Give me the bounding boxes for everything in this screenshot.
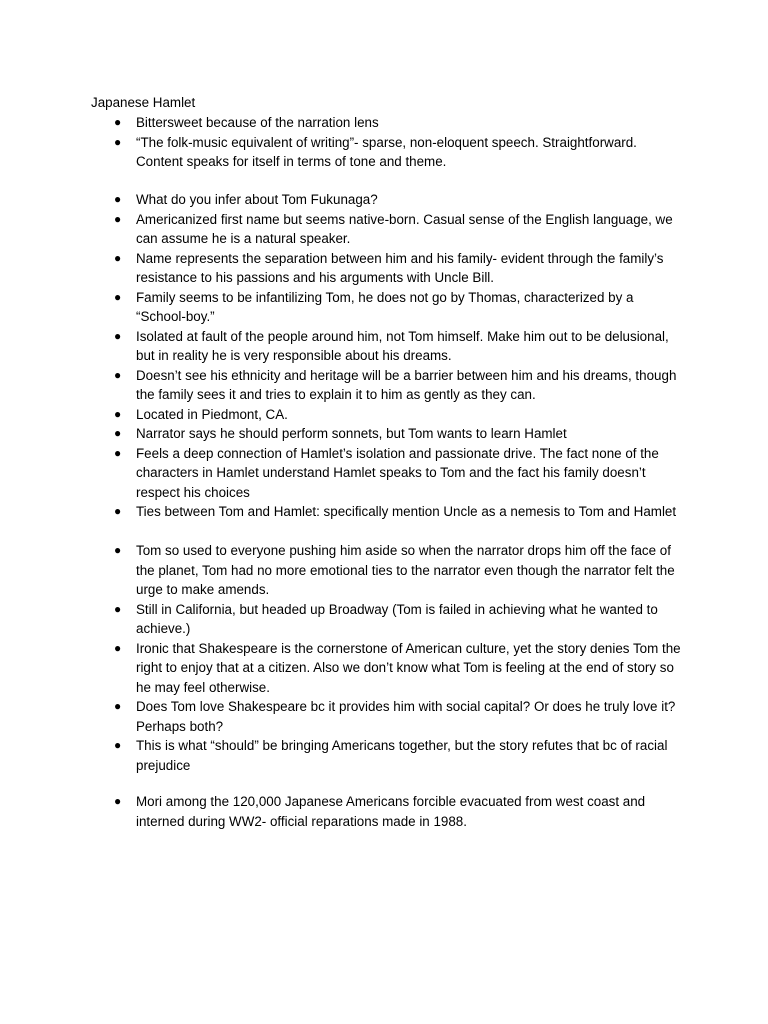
list-item-text: Located in Piedmont, CA. <box>136 406 288 422</box>
bullet-icon: ● <box>114 543 122 557</box>
bullet-icon: ● <box>114 250 122 265</box>
list-item-text: Name represents the separation between him and his family- evident through the family’s resistance to his passions and his arguments with Uncle Bill. <box>136 250 664 285</box>
bullet-icon: ● <box>114 134 122 149</box>
list-item-text: Ironic that Shakespeare is the cornerstone of American culture, yet the story denies Tom the right to enjoy that at a citizen. Also we don’t know what Tom is feeling at the end of story so he may feel otherwise. <box>136 640 681 695</box>
bullet-icon: ● <box>114 328 122 343</box>
bullet-icon: ● <box>114 289 122 304</box>
list-item-text: Mori among the 120,000 Japanese Americans forcible evacuated from west coast and interned during WW2- official reparations made in 1988. <box>136 794 646 829</box>
list-item-text: Americanized first name but seems native-born. Casual sense of the English language, we can assume he is a natural speaker. <box>136 211 673 246</box>
bullet-icon: ● <box>114 406 122 421</box>
bullet-icon: ● <box>114 601 122 616</box>
bullet-icon: ● <box>114 211 122 226</box>
bullet-icon: ● <box>114 640 122 655</box>
bullet-icon: ● <box>114 794 122 808</box>
list-item-text: Does Tom love Shakespeare bc it provides him with social capital? Or does he truly love it? Perhaps both? <box>136 699 676 734</box>
list-item-text: Tom so used to everyone pushing him aside so when the narrator drops him off the face of the planet, Tom had no more emotional ties to the narrator even though the narrator felt the urge to make amends. <box>136 543 675 597</box>
list-item-text: Doesn’t see his ethnicity and heritage will be a barrier between him and his dreams, though the family sees it and tries to explain it to him as gently as they can. <box>136 367 677 402</box>
bullet-icon: ● <box>114 192 122 206</box>
list-item-text: Feels a deep connection of Hamlet’s isolation and passionate drive. The fact none of the characters in Hamlet understand Hamlet speaks to Tom and the fact his family doesn’t respect his choices <box>136 445 659 500</box>
list-item-text: Ties between Tom and Hamlet: specifically mention Uncle as a nemesis to Tom and Hamlet <box>136 504 677 519</box>
list-item-text: This is what “should” be bringing Americans together, but the story refutes that bc of racial prejudice <box>136 738 668 773</box>
bullet-icon: ● <box>114 504 122 518</box>
bullet-icon: ● <box>114 115 122 129</box>
bullet-icon: ● <box>114 738 122 752</box>
list-item-text: Bittersweet because of the narration lens <box>136 115 379 130</box>
list-item-text: Isolated at fault of the people around him, not Tom himself. Make him out to be delusional, but in reality he is very responsible about his dreams. <box>136 328 669 363</box>
list-item-text: Still in California, but headed up Broadway (Tom is failed in achieving what he wanted to achieve.) <box>136 601 658 636</box>
bullet-icon: ● <box>114 445 122 460</box>
list-item-text: What do you infer about Tom Fukunaga? <box>136 192 378 207</box>
bullet-icon: ● <box>114 699 122 713</box>
bullet-icon: ● <box>114 367 122 382</box>
bullet-icon: ● <box>114 426 122 440</box>
list-item-text: Family seems to be infantilizing Tom, he does not go by Thomas, characterized by a “School-boy.” <box>136 289 634 324</box>
document-title: Japanese Hamlet <box>91 95 196 110</box>
list-item-text: Narrator says he should perform sonnets, but Tom wants to learn Hamlet <box>136 426 567 441</box>
list-item-text: “The folk-music equivalent of writing”- sparse, non-eloquent speech. Straightforward. Content speaks for itself in terms of tone and theme. <box>136 134 637 169</box>
